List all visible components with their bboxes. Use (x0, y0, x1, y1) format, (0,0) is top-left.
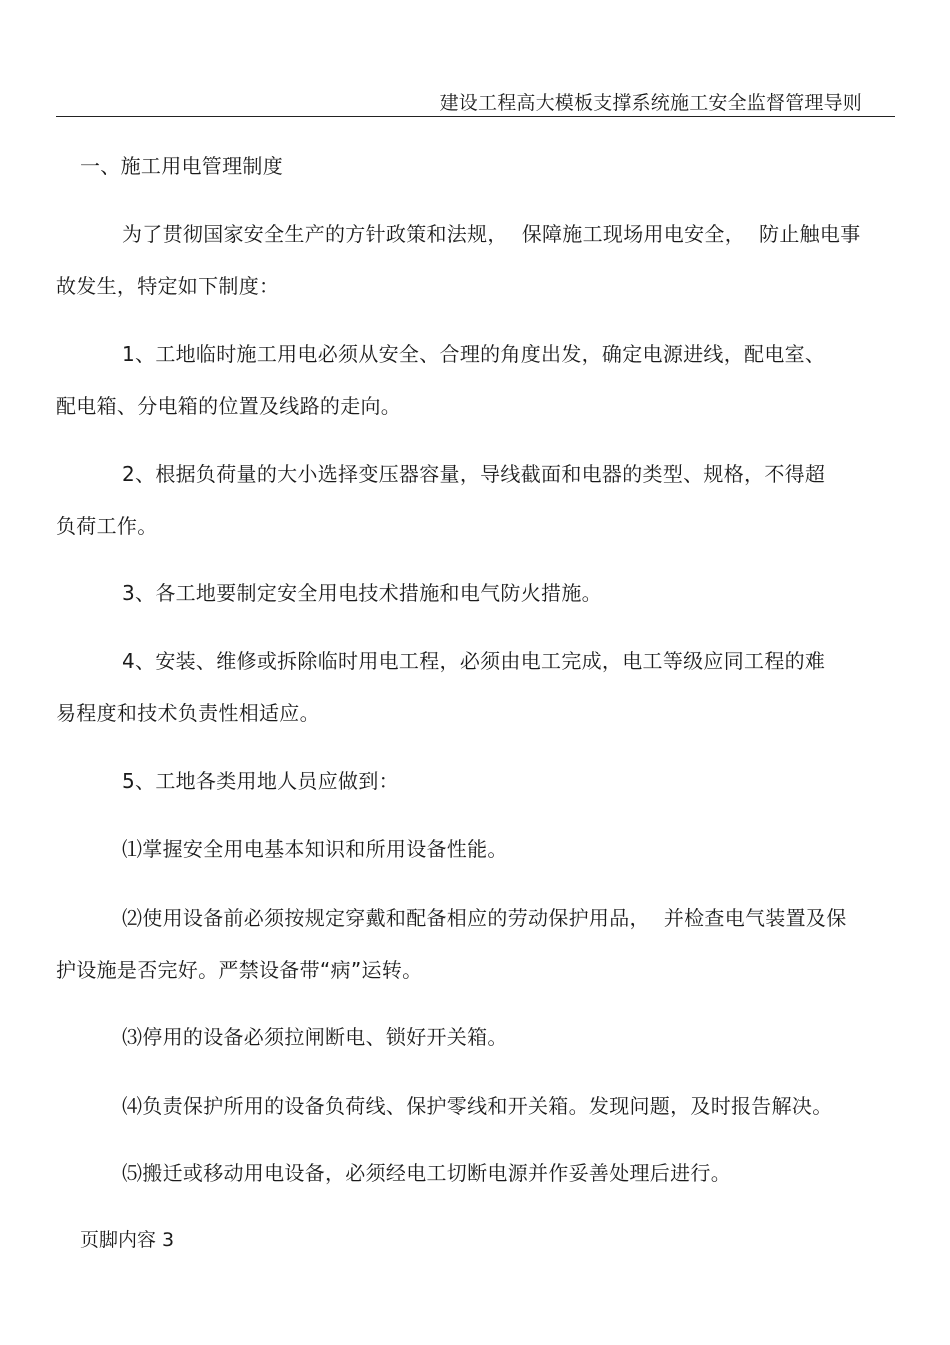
item-4-line-2: 易程度和技术负责性相适应。 (56, 701, 320, 725)
page-footer: 页脚内容 3 (80, 1229, 175, 1251)
intro-text-part-c: 防止触电事 (759, 222, 861, 246)
sub-item-2-line-2: 护设施是否完好。严禁设备带“病”运转。 (56, 958, 423, 982)
sub-item-4-line-1: ⑷负责保护所用的设备负荷线、保护零线和开关箱。发现问题，及时报告解决。 (122, 1094, 833, 1118)
sub-item-2-line-1 (122, 902, 847, 931)
sub-item-2-part-a: ⑵使用设备前必须按规定穿戴和配备相应的劳动保护用品， (122, 906, 650, 930)
sub-item-2-part-b: 并检查电气装置及保 (663, 906, 847, 930)
sub-item-5-line-1: ⑸搬迁或移动用电设备，必须经电工切断电源并作妥善处理后进行。 (122, 1161, 731, 1185)
item-1-line-2: 配电箱、分电箱的位置及线路的走向。 (56, 394, 402, 418)
intro-text-part-b: 保障施工现场用电安全， (521, 222, 746, 246)
item-2-line-2: 负荷工作。 (56, 514, 158, 538)
intro-text-part-a: 为了贯彻国家安全生产的方针政策和法规， (122, 222, 508, 246)
item-5-line-1: 5、工地各类用地人员应做到： (122, 769, 399, 793)
section-heading: 一、施工用电管理制度 (80, 154, 283, 178)
item-4-line-1: 4、安装、维修或拆除临时用电工程，必须由电工完成，电工等级应同工程的难 (122, 649, 826, 673)
intro-paragraph-line-2: 故发生，特定如下制度： (56, 274, 280, 298)
sub-item-1-line-1: ⑴掌握安全用电基本知识和所用设备性能。 (122, 837, 508, 861)
intro-paragraph-line-1 (122, 218, 861, 247)
page-header-title: 建设工程高大模板支撑系统施工安全监督管理导则 (439, 92, 862, 114)
item-3-line-1: 3、各工地要制定安全用电技术措施和电气防火措施。 (122, 581, 602, 605)
item-1-line-1: 1、工地临时施工用电必须从安全、合理的角度出发，确定电源进线，配电室、 (122, 342, 826, 366)
header-rule (56, 116, 895, 117)
item-2-line-1: 2、根据负荷量的大小选择变压器容量，导线截面和电器的类型、规格，不得超 (122, 462, 826, 486)
sub-item-3-line-1: ⑶停用的设备必须拉闸断电、锁好开关箱。 (122, 1025, 508, 1049)
